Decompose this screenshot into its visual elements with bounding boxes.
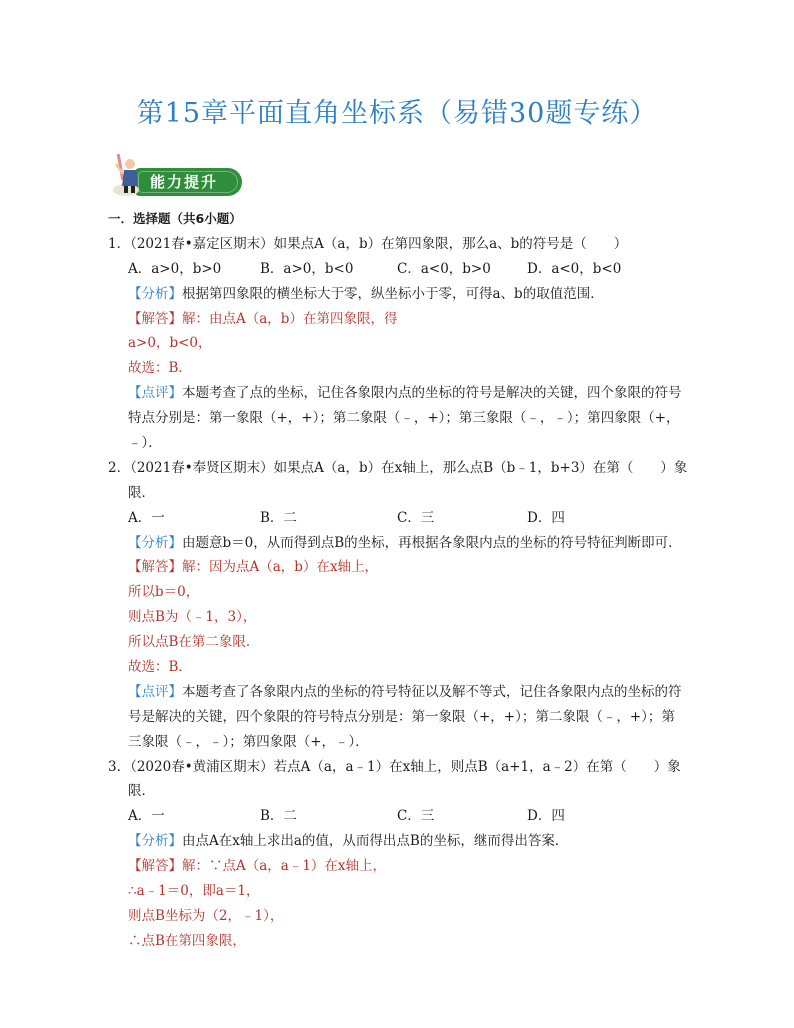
analysis-tag: 【分析】 bbox=[128, 285, 182, 302]
answer-tag: 【解答】 bbox=[128, 559, 182, 576]
q1-option-b: B．a>0，b<0 bbox=[260, 260, 354, 277]
q2-option-c: C．三 bbox=[397, 509, 435, 526]
q2-options bbox=[108, 506, 690, 531]
q3-answer-line-4: ∴点B在第四象限， bbox=[128, 932, 246, 949]
comment-tag: 【点评】 bbox=[128, 683, 182, 700]
q2-analysis bbox=[108, 531, 690, 556]
q2-option-b: B．二 bbox=[260, 509, 297, 526]
q3-analysis-text: 由点A在x轴上求出a的值，从而得出点B的坐标，继而得出答案． bbox=[182, 833, 569, 850]
q3-answer-line-3: 则点B坐标为（2，﹣1）， bbox=[128, 907, 284, 924]
q3-answer bbox=[108, 854, 690, 879]
q2-answer-line-3: 则点B为（﹣1，3）， bbox=[128, 609, 257, 626]
q2-comment-line-3: 三象限（﹣，﹣）；第四象限（+，﹣）． bbox=[128, 733, 369, 750]
q1-comment-line-2: 特点分别是：第一象限（+，+）；第二象限（﹣，+）；第三象限（﹣，﹣）；第四象限（+， bbox=[128, 410, 680, 427]
answer-tag: 【解答】 bbox=[128, 310, 182, 327]
analysis-tag: 【分析】 bbox=[128, 833, 182, 850]
q1-option-a: A．a>0，b>0 bbox=[128, 260, 222, 277]
q1-comment-line-1: 本题考查了点的坐标，记住各象限内点的坐标的符号是解决的关键，四个象限的符号 bbox=[182, 385, 682, 402]
q2-comment-line-1: 本题考查了各象限内点的坐标的符号特征以及解不等式，记住各象限内点的坐标的符 bbox=[182, 683, 682, 700]
q1-choice: 故选：B． bbox=[128, 360, 192, 377]
document-body bbox=[108, 207, 690, 954]
q2-comment-line-2: 号是解决的关键，四个象限的符号特点分别是：第一象限（+，+）；第二象限（﹣，+）；第 bbox=[128, 708, 675, 725]
q2-option-d: D．四 bbox=[527, 509, 565, 526]
q1-options bbox=[108, 257, 690, 282]
q2-answer-line-4: 所以点B在第二象限． bbox=[128, 634, 260, 651]
q1-analysis-text: 根据第四象限的横坐标大于零，纵坐标小于零，可得a、b的取值范围． bbox=[182, 285, 604, 302]
q2-stem-line-2: 限． bbox=[128, 484, 155, 501]
q1-option-d: D．a<0，b<0 bbox=[527, 260, 622, 277]
q3-option-d: D．四 bbox=[527, 808, 565, 825]
q1-option-c: C．a<0，b>0 bbox=[397, 260, 491, 277]
student-figure-icon bbox=[110, 150, 154, 198]
comment-tag: 【点评】 bbox=[128, 385, 182, 402]
answer-tag: 【解答】 bbox=[128, 858, 182, 875]
badge-label: 能力提升 bbox=[150, 173, 219, 191]
q3-option-b: B．二 bbox=[260, 808, 297, 825]
q1-analysis bbox=[108, 282, 690, 307]
section-heading: 一．选择题（共6小题） bbox=[108, 211, 242, 226]
ability-badge bbox=[110, 150, 242, 198]
q3-option-a: A．一 bbox=[128, 808, 165, 825]
q3-stem: 3．（2020春•黄浦区期末）若点A（a，a﹣1）在x轴上，则点B（a+1，a﹣2）在第（ ）象 bbox=[108, 758, 681, 775]
q3-answer-line-2: ∴a﹣1＝0，即a＝1， bbox=[128, 883, 260, 900]
q1-answer-line-2: a>0，b<0， bbox=[128, 335, 212, 352]
q2-answer-line-2: 所以b＝0， bbox=[128, 584, 200, 601]
q2-stem: 2．（2021春•奉贤区期末）如果点A（a，b）在x轴上，那么点B（b﹣1，b+3）在第（ ）象 bbox=[108, 459, 688, 476]
q3-option-c: C．三 bbox=[397, 808, 435, 825]
q1-answer-line-1: 解：由点A（a，b）在第四象限，得 bbox=[182, 310, 398, 327]
q1-stem: 1．（2021春•嘉定区期末）如果点A（a，b）在第四象限，那么a、b的符号是（ ） bbox=[108, 235, 628, 252]
q1-comment-line-3: ﹣）． bbox=[128, 435, 162, 452]
q2-analysis-text: 由题意b＝0，从而得到点B的坐标，再根据各象限内点的坐标的符号特征判断即可． bbox=[182, 534, 682, 551]
q3-analysis bbox=[108, 829, 690, 854]
q2-option-a: A．一 bbox=[128, 509, 165, 526]
q3-options bbox=[108, 804, 690, 829]
q3-answer-line-1: 解：∵点A（a，a﹣1）在x轴上， bbox=[182, 858, 387, 875]
q1-answer bbox=[108, 307, 690, 332]
q1-comment bbox=[108, 381, 690, 406]
page-title: 第15章平面直角坐标系（易错30题专练） bbox=[136, 98, 658, 129]
q2-answer-line-1: 解：因为点A（a，b）在x轴上， bbox=[182, 559, 379, 576]
q2-choice: 故选：B． bbox=[128, 659, 192, 676]
q2-answer bbox=[108, 555, 690, 580]
q3-stem-line-2: 限． bbox=[128, 783, 155, 800]
analysis-tag: 【分析】 bbox=[128, 534, 182, 551]
q2-comment bbox=[108, 680, 690, 705]
